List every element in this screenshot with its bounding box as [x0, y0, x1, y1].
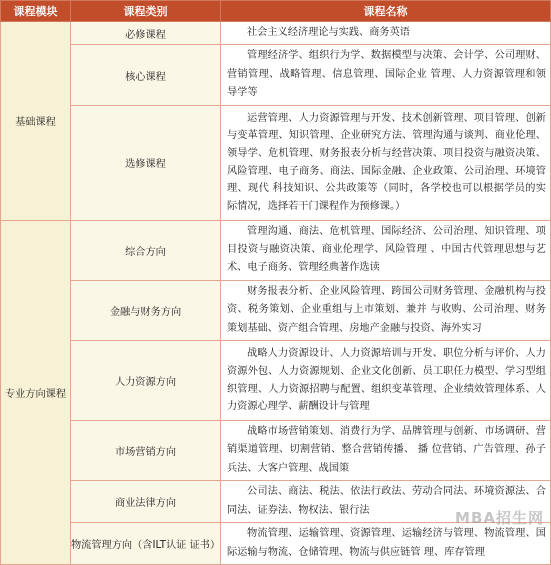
header-module: 课程模块	[1, 1, 71, 22]
courses-cell: 运营管理、人力资源管理与开发、技术创新管理、项目管理、创新与变革管理、知识管理、企业研究方法、管理沟通与谈判、商业伦理、领导学、危机管理、财务报表分析与经营决策、项目投资与融资决策、风险管理、电子商务、商法、国际金融、企业政策、公司治理、环境管理、现代 科技知识、公共政策等（同时，各学校也可以根据学员的实际情况，选择若干门课程作为预修课。）	[221, 105, 551, 220]
table-row	[1, 421, 551, 481]
courses-cell: 财务报表分析、企业风险管理、跨国公司财务管理、金融机构与投资、税务策划、企业重组与上市策划、兼并 与收购、公司治理、财务策划基础、资产组合管理、房地产金融与投资、海外实习	[221, 280, 551, 340]
header-courses: 课程名称	[221, 1, 551, 22]
table-row	[1, 105, 551, 220]
courses-cell: 管理经济学、组织行为学、数据模型与决策、会计学、公司理财、营销管理、战略管理、信息管理、国际企业 管理、人力资源管理和领导学等	[221, 45, 551, 105]
courses-cell: 战略市场营销策划、消费行为学、品牌管理与创新、市场调研、营销渠道管理、切割营销、整合营销传播、 播 位营销、广告管理、孙子兵法、大客户管理、战国策	[221, 421, 551, 481]
module-cell: 专业方向课程	[1, 220, 71, 564]
table-row	[1, 280, 551, 340]
module-cell: 基础课程	[1, 22, 71, 221]
category-cell: 人力资源方向	[71, 341, 221, 421]
header-category: 课程类别	[71, 1, 221, 22]
table-row	[1, 220, 551, 280]
category-cell: 选修课程	[71, 105, 221, 220]
category-cell: 必修课程	[71, 22, 221, 45]
table-row	[1, 45, 551, 105]
courses-cell: 公司法、商法、税法、依法行政法、劳动合同法、环境资源法、合同法、证券法、物权法、银行法	[221, 481, 551, 523]
table-row	[1, 341, 551, 421]
table-header-row	[1, 1, 551, 22]
category-cell: 综合方向	[71, 220, 221, 280]
watermark-text: MBA招生网	[455, 509, 544, 527]
courses-cell: 战略人力资源设计、人力资源培训与开发、职位分析与评价、人力资源外包、人力资源规划、企业文化创新、员工职任力模型、学习型组织管理、人力资源招聘与配置、组织变革管理、企业绩效管理体系、人力资源心理学、薪酬设计与管理	[221, 341, 551, 421]
courses-cell: 管理沟通、商法、危机管理、国际经济、公司治理、知识管理、项目投资与融资决策、商业伦理学、风险管理 、中国古代管理思想与艺术、电子商务、管理经典著作选读	[221, 220, 551, 280]
table-row	[1, 523, 551, 565]
category-cell: 市场营销方向	[71, 421, 221, 481]
table-row	[1, 22, 551, 45]
category-cell: 金融与财务方向	[71, 280, 221, 340]
category-cell: 物流管理方向（含ILT认证 证书）	[71, 523, 221, 565]
category-cell: 核心课程	[71, 45, 221, 105]
category-cell: 商业法律方向	[71, 481, 221, 523]
courses-cell: 社会主义经济理论与实践、商务英语	[221, 22, 551, 45]
courses-cell: 物流管理、运输管理、资源管理、运输经济与管理、物流管理、国际运输与物流、仓储管理、物流与供应链管 理、库存管理	[221, 523, 551, 565]
